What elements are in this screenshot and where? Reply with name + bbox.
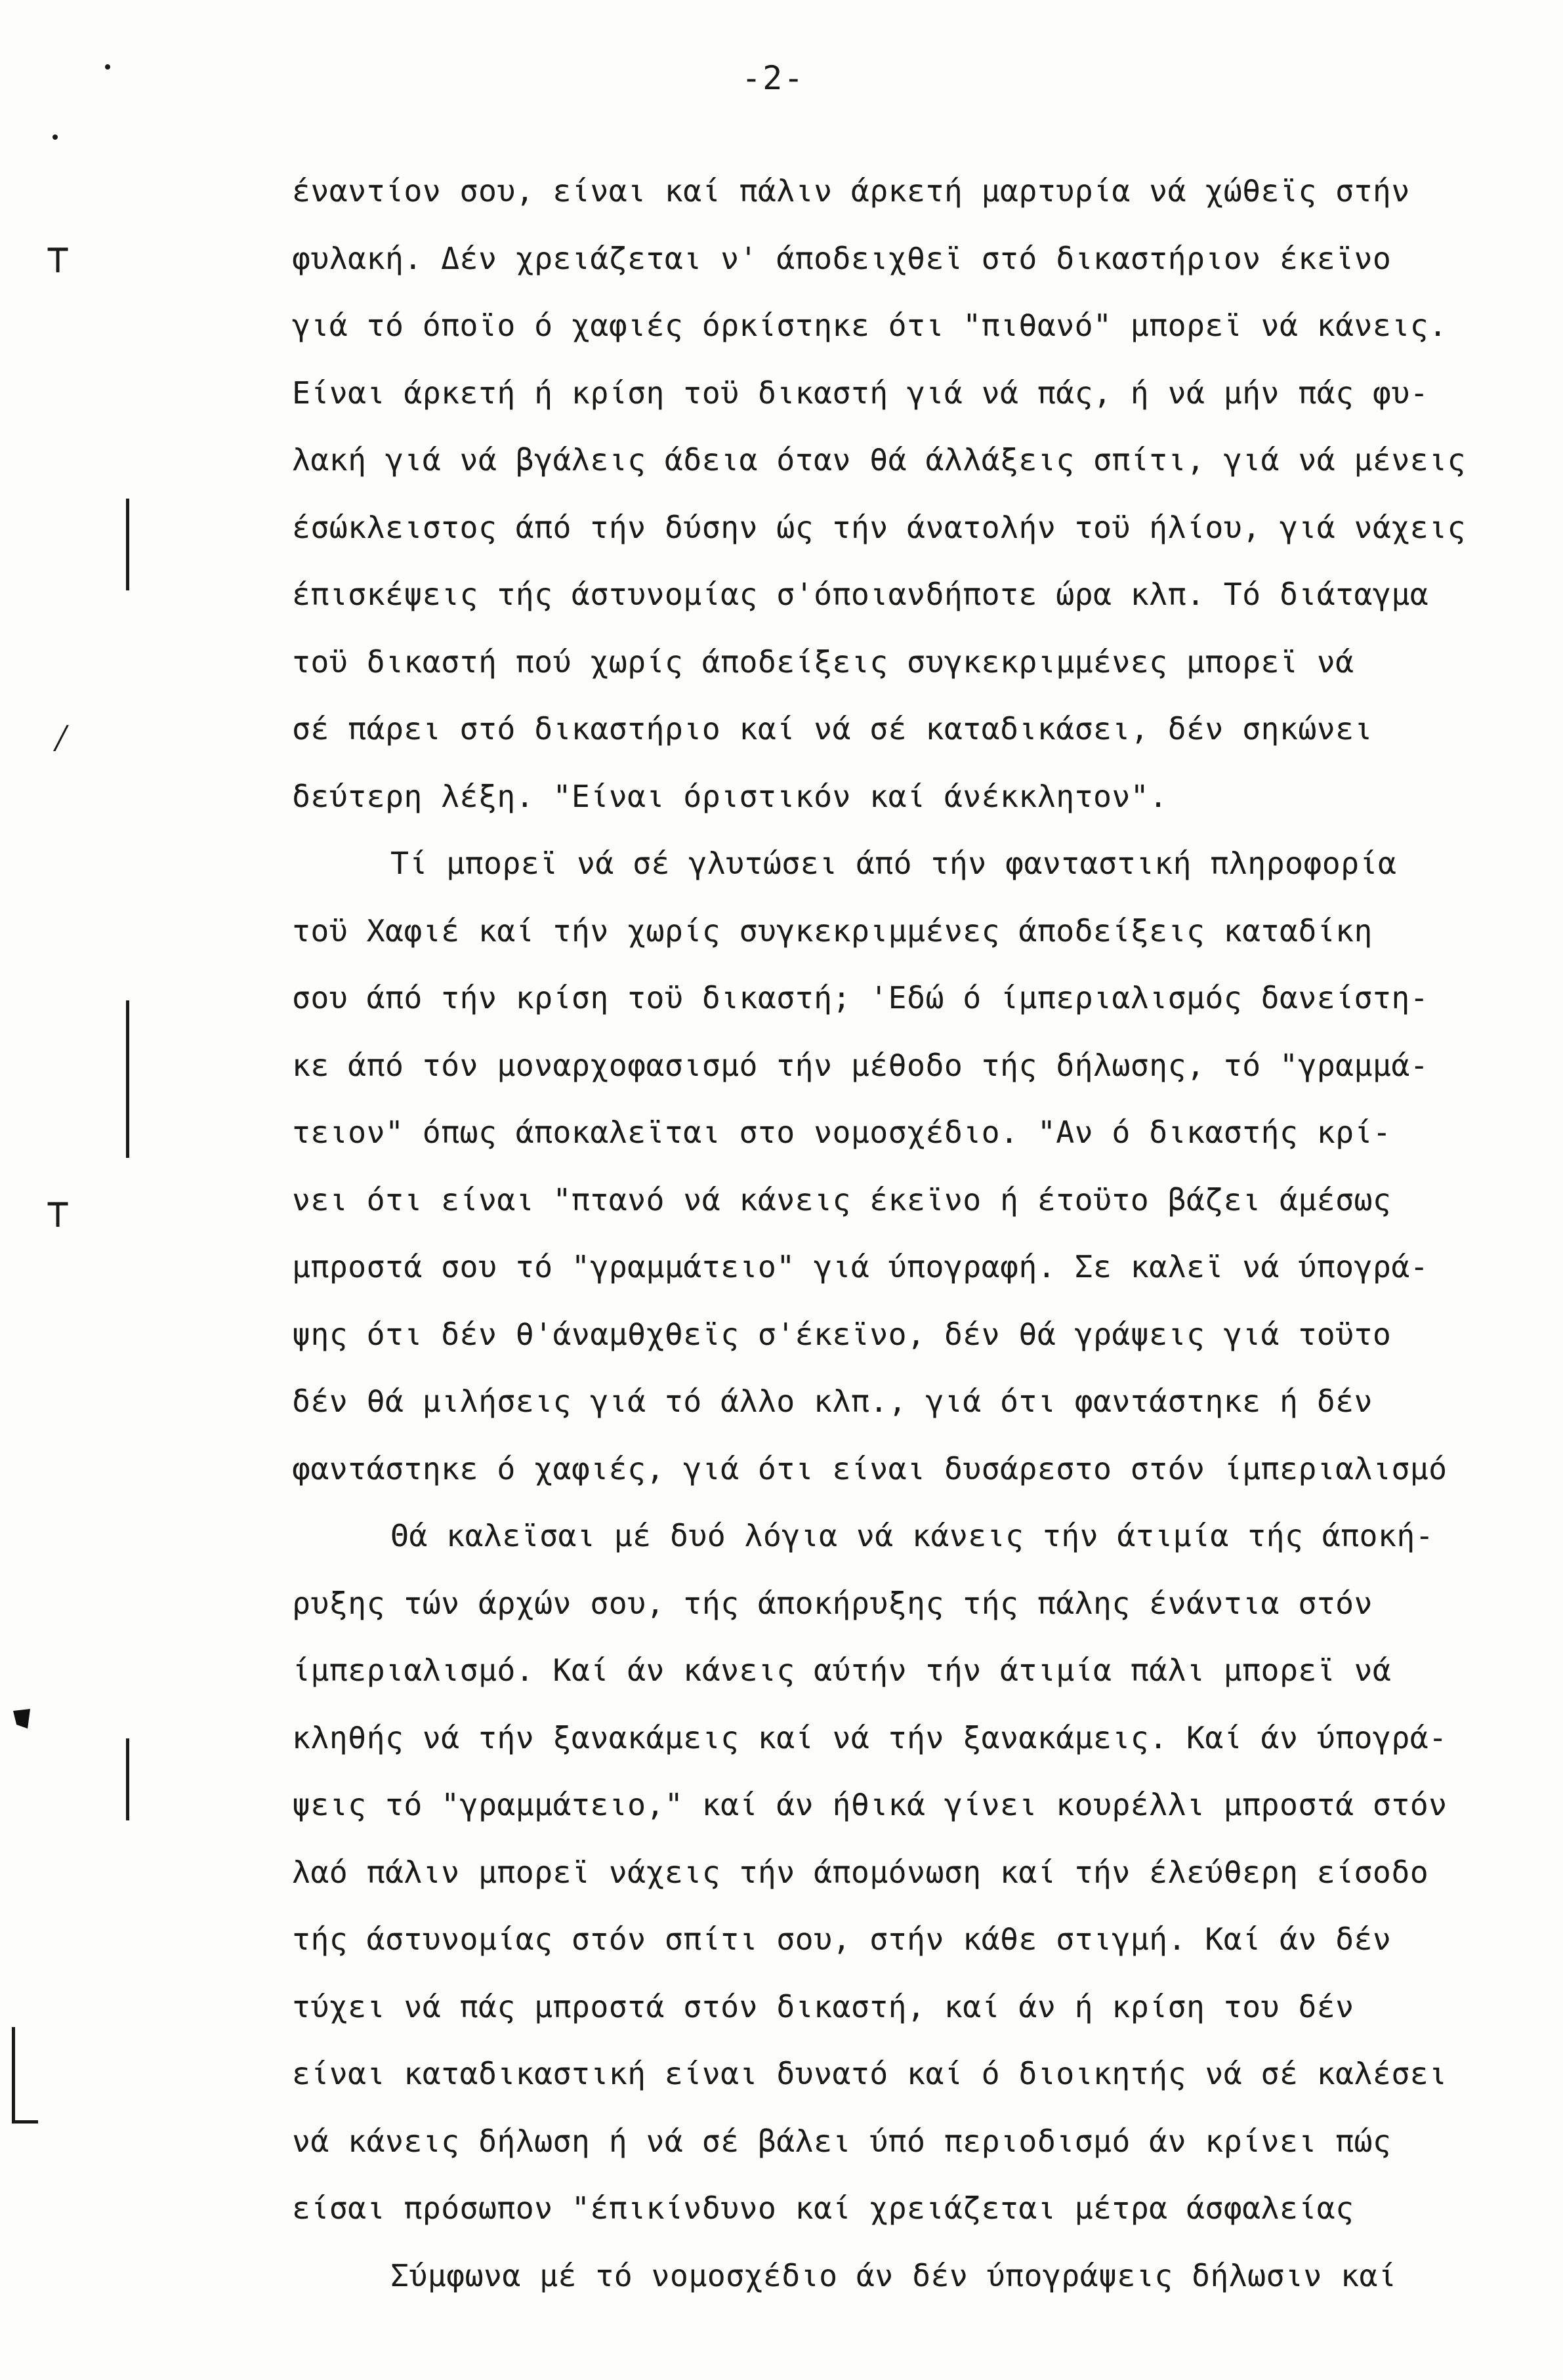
margin-blot xyxy=(13,1709,30,1729)
text-line: είναι καταδικαστική είναι δυνατό καί ό διοικητής νά σέ καλέσει xyxy=(292,2056,1448,2091)
page-number: -2- xyxy=(741,59,805,97)
text-line: λαό πάλιν μπορεϊ νάχεις τήν άπομόνωση καί τήν έλεύθερη είσοδο xyxy=(292,1854,1429,1890)
text-line: λακή γιά νά βγάλεις άδεια όταν θά άλλάξεις σπίτι, γιά νά μένεις xyxy=(292,442,1466,478)
margin-bar xyxy=(126,1738,129,1820)
text-line: νά κάνεις δήλωση ή νά σέ βάλει ύπό περιοδισμό άν κρίνει πώς xyxy=(292,2123,1392,2159)
text-line: κε άπό τόν μοναρχοφασισμό τήν μέθοδο τής δήλωσης, τό "γραμμά- xyxy=(292,1047,1429,1083)
paragraph-start-line: Σύμφωνα μέ τό νομοσχέδιο άν δέν ύπογράψεις δήλωσιν καί xyxy=(390,2257,1397,2293)
text-line: τοϋ Χαφιέ καί τήν χωρίς συγκεκριμμένες άποδείξεις καταδίκη xyxy=(292,913,1373,949)
margin-bar xyxy=(126,1000,129,1158)
text-line: ψεις τό "γραμμάτειο," καί άν ήθικά γίνει κουρέλλι μπροστά στόν xyxy=(292,1787,1448,1822)
margin-corner-mark xyxy=(12,2027,15,2122)
text-line: τύχει νά πάς μπροστά στόν δικαστή, καί άν ή κρίση του δέν xyxy=(292,1988,1354,2024)
text-line: φαντάστηκε ό χαφιές, γιά ότι είναι δυσάρεστο στόν ίμπεριαλισμό xyxy=(292,1450,1448,1487)
text-line: μπροστά σου τό "γραμμάτειο" γιά ύπογραφή. Σε καλεϊ νά ύπογρά- xyxy=(292,1249,1429,1284)
text-line: νει ότι είναι "πτανό νά κάνεις έκεϊνο ή έτοϋτο βάζει άμέσως xyxy=(292,1181,1392,1218)
margin-bar xyxy=(126,499,129,590)
text-line: κληθής νά τήν ξανακάμεις καί νά τήν ξανακάμεις. Καί άν ύπογρά- xyxy=(292,1719,1448,1755)
text-line: έπισκέψεις τής άστυνομίας σ'όποιανδήποτε ώρα κλπ. Τό διάταγμα xyxy=(292,577,1429,612)
margin-tick-mark: ⊤ xyxy=(46,236,70,282)
text-line: τής άστυνομίας στόν σπίτι σου, στήν κάθε στιγμή. Καί άν δέν xyxy=(292,1921,1392,1957)
margin-dot xyxy=(52,134,58,140)
text-line: τοϋ δικαστή πού χωρίς άποδείξεις συγκεκριμμένες μπορεϊ νά xyxy=(292,644,1354,680)
text-line: δεύτερη λέξη. "Είναι όριστικόν καί άνέκκλητον". xyxy=(292,778,1168,814)
paragraph-start-line: Θά καλεϊσαι μέ δυό λόγια νά κάνεις τήν άτιμία τής άποκή- xyxy=(390,1518,1434,1553)
body-text xyxy=(292,157,1539,2309)
paragraph-start-line: Τί μπορεϊ νά σέ γλυτώσει άπό τήν φανταστική πληροφορία xyxy=(390,846,1397,881)
text-line: σέ πάρει στό δικαστήριο καί νά σέ καταδικάσει, δέν σηκώνει xyxy=(292,711,1373,747)
text-line: σου άπό τήν κρίση τοϋ δικαστή; 'Εδώ ό ίμπεριαλισμός δανείστη- xyxy=(292,980,1429,1016)
text-line: φυλακή. Δέν χρειάζεται ν' άποδειχθεϊ στό δικαστήριον έκεϊνο xyxy=(292,240,1392,276)
text-line: Είναι άρκετή ή κρίση τοϋ δικαστή γιά νά πάς, ή νά μήν πάς φυ- xyxy=(292,375,1429,411)
text-line: ψης ότι δέν θ'άναμθχθεϊς σ'έκεϊνο, δέν θά γράψεις γιά τοϋτο xyxy=(292,1316,1392,1352)
margin-tick-mark: ⁄ xyxy=(49,715,73,761)
text-line: τειον" όπως άποκαλεϊται στο νομοσχέδιο. "Αν ό δικαστής κρί- xyxy=(292,1115,1392,1150)
text-line: ίμπεριαλισμό. Καί άν κάνεις αύτήν τήν άτιμία πάλι μπορεϊ νά xyxy=(292,1652,1392,1688)
text-line: έσώκλειστος άπό τήν δύσην ώς τήν άνατολήν τοϋ ήλίου, γιά νάχεις xyxy=(292,509,1466,545)
text-line: δέν θά μιλήσεις γιά τό άλλο κλπ., γιά ότι φαντάστηκε ή δέν xyxy=(292,1384,1373,1419)
text-line: έναντίον σου, είναι καί πάλιν άρκετή μαρτυρία νά χώθεϊς στήν xyxy=(292,173,1410,209)
margin-dot xyxy=(105,64,110,70)
margin-tick-mark: ⊤ xyxy=(46,1191,70,1237)
text-line: γιά τό όποϊο ό χαφιές όρκίστηκε ότι "πιθανό" μπορεϊ νά κάνεις. xyxy=(292,308,1448,343)
text-line: ρυξης τών άρχών σου, τής άποκήρυξης τής πάλης ένάντια στόν xyxy=(292,1585,1373,1621)
text-line: είσαι πρόσωπον "έπικίνδυνο καί χρειάζεται μέτρα άσφαλείας xyxy=(292,2190,1354,2226)
margin-corner-mark xyxy=(12,2120,38,2124)
